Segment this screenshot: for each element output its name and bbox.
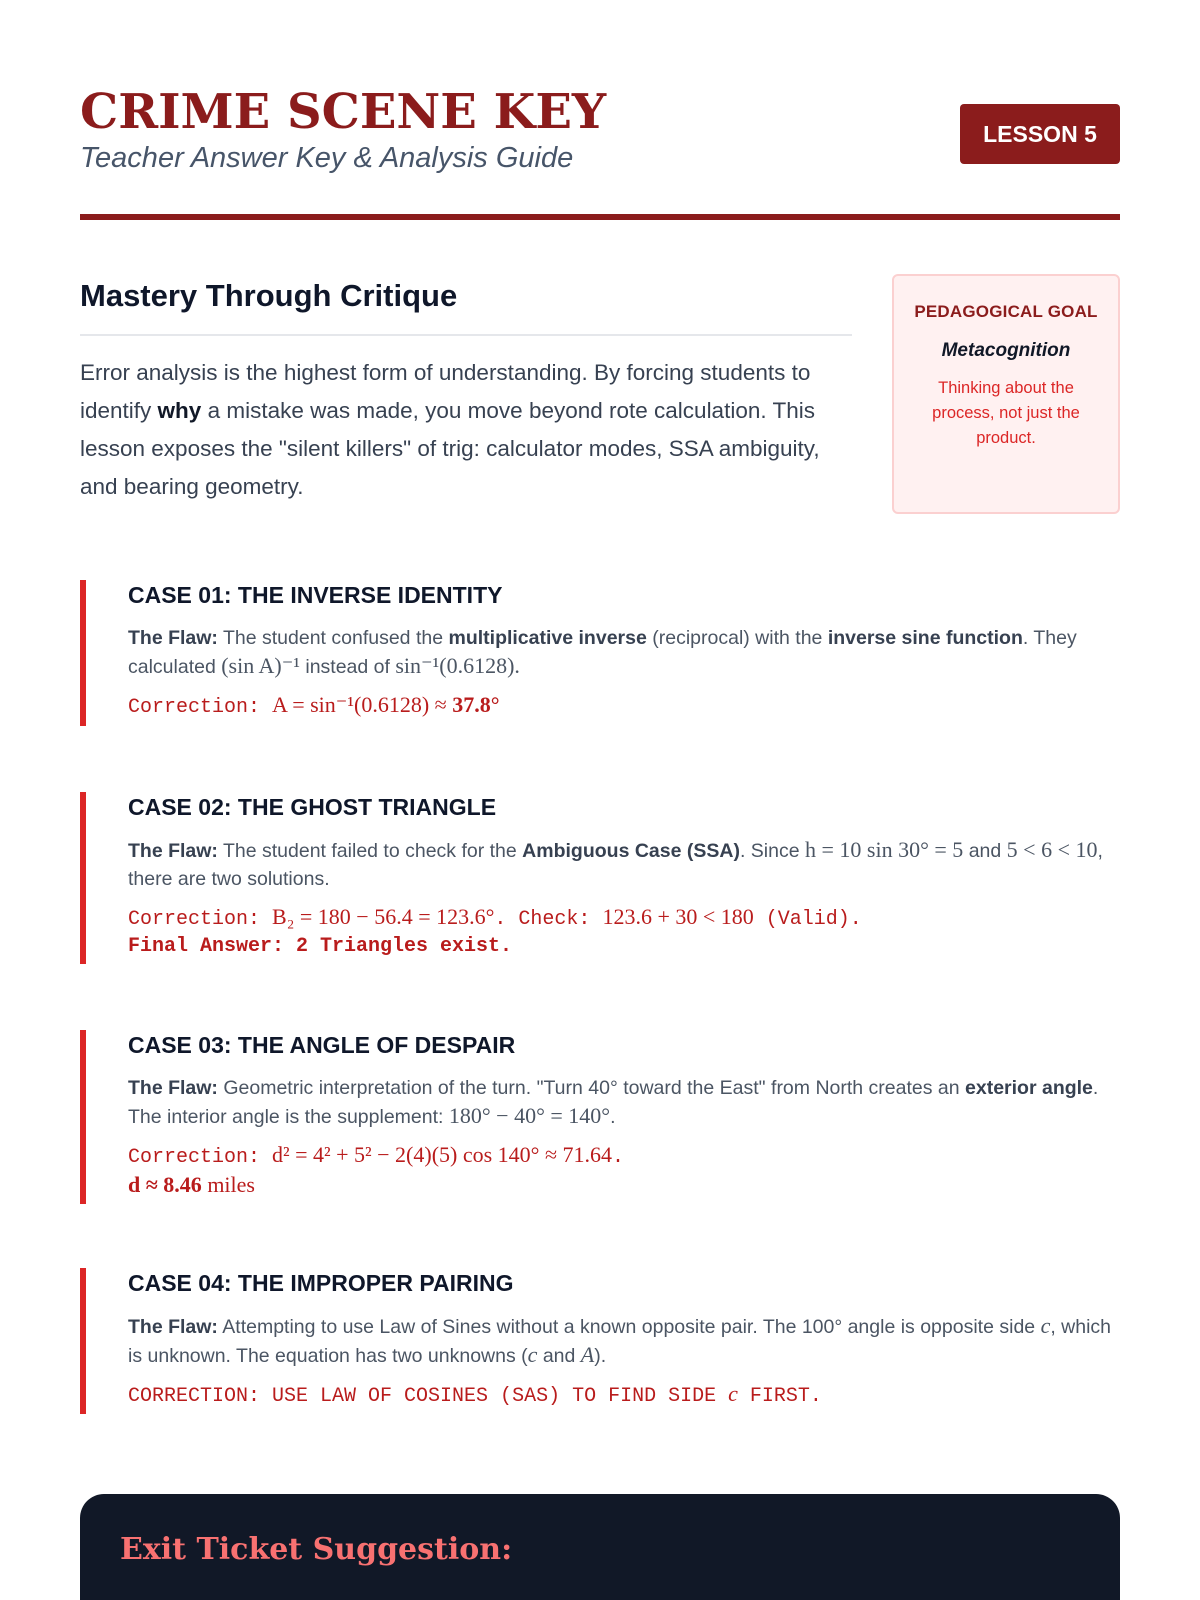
header-divider — [80, 214, 1120, 220]
exit-ticket-title: Exit Ticket Suggestion: — [120, 1532, 513, 1567]
intro-heading: Mastery Through Critique — [80, 272, 852, 336]
correction-math: A = sin⁻¹(0.6128) ≈ — [272, 692, 453, 717]
final-answer-value: d ≈ 8.46 — [128, 1172, 202, 1197]
flaw-text: , there are two solutions. — [128, 840, 1103, 890]
flaw-text: . — [610, 1106, 616, 1128]
final-answer — [128, 1172, 1120, 1198]
intro-paragraph — [80, 354, 852, 506]
flaw-text: and — [963, 840, 1007, 862]
flaw-text: and — [537, 1345, 581, 1367]
flaw-bold: multiplicative inverse — [448, 627, 647, 649]
case-flaw — [128, 624, 1120, 681]
case-04 — [80, 1268, 1120, 1414]
flaw-text: Attempting to use Law of Sines without a known opposite pair. The 100° angle is opposite side — [217, 1316, 1041, 1338]
flaw-math: 5 < 6 < 10 — [1006, 837, 1098, 862]
correction-text: . — [612, 1146, 625, 1169]
flaw-text: The student failed to check for the — [217, 840, 523, 862]
flaw-text: . The interior angle is the supplement: — [128, 1077, 1099, 1128]
flaw-text: , which is unknown. The equation has two unknowns ( — [128, 1316, 1112, 1367]
intro-text-part: a mistake was made, you move beyond rote calculation. This lesson exposes the "silent killers" of trig: calculator modes, SSA ambiguity, and bearing geometry. — [80, 398, 820, 499]
goal-label: PEDAGOGICAL GOAL — [914, 302, 1098, 321]
case-correction — [128, 903, 1120, 934]
case-title: CASE 02: THE GHOST TRIANGLE — [128, 794, 497, 820]
intro-section — [80, 272, 852, 506]
correction-label: Correction: — [128, 908, 273, 931]
case-correction — [128, 1141, 1120, 1172]
case-title: CASE 04: THE IMPROPER PAIRING — [128, 1270, 514, 1296]
flaw-math: sin⁻¹(0.6128). — [395, 653, 520, 678]
case-flaw — [128, 1074, 1120, 1131]
correction-text: (Valid). — [753, 908, 862, 931]
goal-text: Thinking about the process, not just the product. — [932, 379, 1080, 447]
exit-ticket-panel — [80, 1494, 1120, 1600]
correction-math: B₂ = 180 − 56.4 = 123.6° — [272, 904, 495, 929]
flaw-text: . Since — [739, 840, 805, 862]
correction-label: Correction: — [128, 696, 273, 719]
flaw-label: The Flaw: — [128, 627, 218, 649]
flaw-bold: exterior angle — [965, 1077, 1093, 1099]
flaw-text: instead of — [299, 656, 396, 678]
flaw-math: h = 10 sin 30° = 5 — [805, 837, 964, 862]
flaw-math: (sin A)⁻¹ — [221, 653, 300, 678]
case-03 — [80, 1030, 1120, 1204]
page-header — [80, 84, 1120, 224]
case-correction — [128, 691, 1120, 722]
flaw-math: 180° − 40° = 140° — [448, 1103, 611, 1128]
case-title: CASE 03: THE ANGLE OF DESPAIR — [128, 1032, 516, 1058]
pedagogical-goal-box — [892, 274, 1120, 514]
flaw-bold: inverse sine function — [827, 627, 1023, 649]
case-flaw — [128, 1312, 1120, 1370]
flaw-text: Geometric interpretation of the turn. "Turn 40° toward the East" from North creates an — [217, 1077, 966, 1099]
flaw-text: . They calculated — [128, 627, 1077, 678]
case-02 — [80, 792, 1120, 964]
final-answer: Final Answer: 2 Triangles exist. — [128, 935, 513, 958]
correction-math: 123.6 + 30 < 180 — [602, 904, 754, 929]
flaw-text: (reciprocal) with the — [646, 627, 828, 649]
flaw-label: The Flaw: — [128, 1316, 218, 1338]
flaw-math: c — [1040, 1313, 1051, 1338]
correction-label: Correction: — [128, 1146, 273, 1169]
final-answer-unit: miles — [201, 1172, 255, 1197]
correction-text: . Check: — [494, 908, 603, 931]
case-flaw — [128, 836, 1120, 893]
case-01 — [80, 580, 1120, 726]
flaw-math: c — [527, 1342, 538, 1367]
correction-answer: 37.8° — [452, 692, 500, 717]
correction-text: CORRECTION: USE LAW OF COSINES (SAS) TO FIND SIDE — [128, 1385, 729, 1408]
page-subtitle: Teacher Answer Key & Analysis Guide — [80, 142, 574, 174]
flaw-text: The student confused the — [217, 627, 449, 649]
flaw-label: The Flaw: — [128, 1077, 218, 1099]
correction-text: FIRST. — [737, 1385, 822, 1408]
flaw-text: ). — [594, 1345, 607, 1367]
lesson-badge: LESSON 5 — [960, 104, 1120, 164]
case-title: CASE 01: THE INVERSE IDENTITY — [128, 582, 503, 608]
intro-text-bold: why — [157, 398, 202, 423]
goal-title: Metacognition — [941, 340, 1071, 361]
case-correction — [128, 1380, 1120, 1411]
correction-math: c — [728, 1381, 738, 1406]
correction-math: d² = 4² + 5² − 2(4)(5) cos 140° ≈ 71.64 — [272, 1142, 613, 1167]
page-title: CRIME SCENE KEY — [80, 84, 607, 140]
flaw-math: A — [580, 1342, 595, 1367]
flaw-bold: Ambiguous Case (SSA) — [522, 840, 740, 862]
intro-text-part: Error analysis is the highest form of understanding. By forcing students to identify — [80, 360, 811, 423]
flaw-label: The Flaw: — [128, 840, 218, 862]
